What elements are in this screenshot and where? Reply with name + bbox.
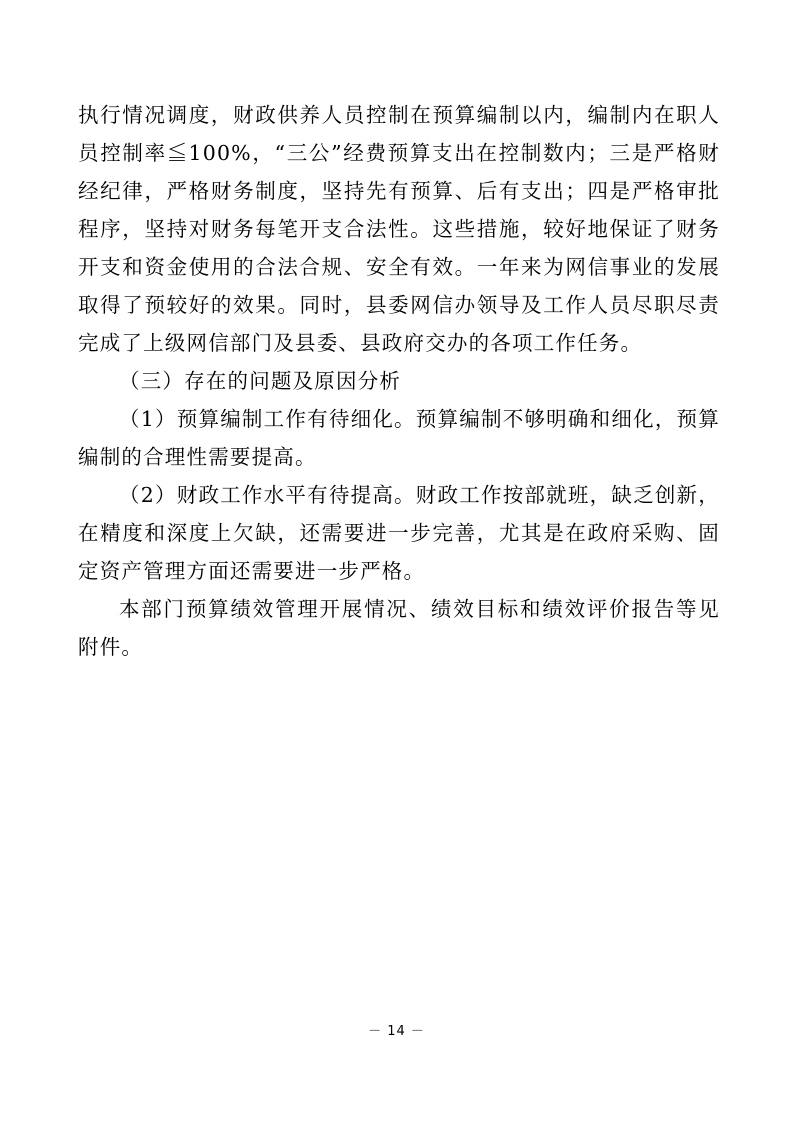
paragraph-closing: 本部门预算绩效管理开展情况、绩效目标和绩效评价报告等见附件。 <box>78 597 720 659</box>
paragraph-issue-2: （2）财政工作水平有待提高。财政工作按部就班，缺乏创新，在精度和深度上欠缺，还需要进一步完善，尤其是在政府采购、固定资产管理方面还需要进一步严格。 <box>78 483 720 583</box>
section-heading: （三）存在的问题及原因分析 <box>119 369 402 393</box>
paragraph-continuation: 执行情况调度，财政供养人员控制在预算编制以内，编制内在职人员控制率≦100%，“三公”经费预算支出在控制数内；三是严格财经纪律，严格财务制度，坚持先有预算、后有支出；四是严格审批程序，坚持对财务每笔开支合法性。这些措施，较好地保证了财务开支和资金使用的合法合规、安全有效。一年来为网信事业的发展取得了预较好的效果。同时，县委网信办领导及工作人员尽职尽责完成了上级网信部门及县委、县政府交办的各项工作任务。 <box>78 103 720 355</box>
paragraph-issue-1: （1）预算编制工作有待细化。预算编制不够明确和细化，预算编制的合理性需要提高。 <box>78 407 720 469</box>
page-number: － 14 － <box>368 1024 425 1039</box>
document-body <box>78 96 720 666</box>
